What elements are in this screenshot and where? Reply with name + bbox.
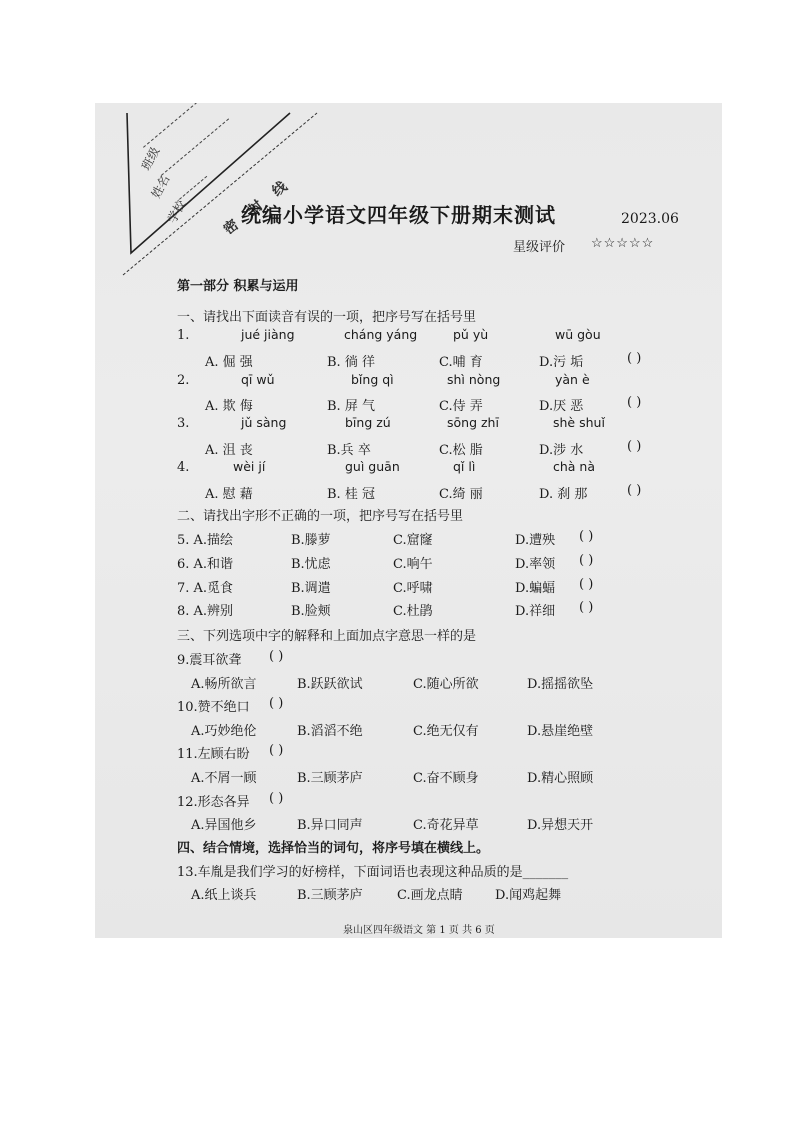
s1-item3-pinyin-b: bīng zú xyxy=(345,415,391,430)
s2-item5-answer-blank[interactable]: ( ) xyxy=(579,529,594,544)
s1-item1-answer-blank[interactable]: ( ) xyxy=(627,351,642,366)
s3-item12-option-c: C.奇花异草 xyxy=(413,818,479,833)
s1-item1-num: 1. xyxy=(177,328,190,343)
s3-item10-option-a: A.巧妙绝伦 xyxy=(191,724,257,739)
s3-item11-option-d: D.精心照顾 xyxy=(527,771,594,786)
s1-item2-pinyin-a: qī wǔ xyxy=(241,372,275,387)
s1-item2-num: 2. xyxy=(177,373,190,388)
s3-item12-answer-blank[interactable]: ( ) xyxy=(269,791,284,806)
s4-item13-option-c: C.画龙点睛 xyxy=(397,888,463,903)
s3-item12-option-d: D.异想天开 xyxy=(527,818,594,833)
s3-item10-option-b: B.滔滔不绝 xyxy=(297,724,363,739)
s1-item4-option-a: A. 慰 藉 xyxy=(205,487,253,502)
s1-item3-num: 3. xyxy=(177,416,190,431)
s1-item3-option-a: A. 沮 丧 xyxy=(205,443,253,458)
exam-title: 统编小学语文四年级下册期末测试 xyxy=(241,203,556,227)
seal-class-label: 班级 xyxy=(138,144,163,173)
s1-item1-pinyin-c: pǔ yù xyxy=(453,327,489,342)
s2-item5-option-b: B.滕萝 xyxy=(291,533,331,548)
s4-item13-stem[interactable]: 13.车胤是我们学习的好榜样，下面词语也表现这种品质的是_______ xyxy=(177,865,569,880)
s1-item1-pinyin-b: cháng yáng xyxy=(344,327,418,342)
part1-heading: 第一部分 积累与运用 xyxy=(177,279,299,294)
s1-item2-answer-blank[interactable]: ( ) xyxy=(627,395,642,410)
s1-item2-pinyin-b: bǐng qì xyxy=(351,372,394,387)
s1-item2-pinyin-d: yàn è xyxy=(555,372,590,387)
s3-item12-option-a: A.异国他乡 xyxy=(191,818,257,833)
s2-item5-option-a: 5. A.描绘 xyxy=(177,533,234,548)
s1-item2-option-d: D.厌 恶 xyxy=(539,399,584,414)
s2-item8-option-d: D.祥细 xyxy=(515,604,556,619)
s2-item5-option-d: D.遭殃 xyxy=(515,533,556,548)
s1-item3-answer-blank[interactable]: ( ) xyxy=(627,439,642,454)
s3-item10-option-d: D.悬崖绝壁 xyxy=(527,724,594,739)
s1-item1-option-c: C.哺 育 xyxy=(439,355,483,370)
s3-item11-option-a: A.不屑一顾 xyxy=(191,771,257,786)
s2-item8-option-a: 8. A.辨别 xyxy=(177,604,234,619)
s1-item3-pinyin-d: shè shuǐ xyxy=(553,415,605,430)
s1-item1-option-a: A. 倔 强 xyxy=(205,355,253,370)
s3-item9-option-b: B.跃跃欲试 xyxy=(297,677,363,692)
s1-item4-option-c: C.绮 丽 xyxy=(439,487,483,502)
s3-item12-stem: 12.形态各异 xyxy=(177,795,250,810)
s2-item5-option-c: C.窟窿 xyxy=(393,533,433,548)
section2-heading: 二、请找出字形不正确的一项，把序号写在括号里 xyxy=(177,509,464,524)
s1-item4-option-d: D. 刹 那 xyxy=(539,487,588,502)
s2-item6-option-d: D.率领 xyxy=(515,557,556,572)
s1-item3-option-d: D.涉 水 xyxy=(539,443,584,458)
s2-item8-option-b: B.脸颊 xyxy=(291,604,331,619)
seal-line-text: 密 封 线 xyxy=(220,175,296,238)
section3-heading: 三、下列选项中字的解释和上面加点字意思一样的是 xyxy=(177,629,477,644)
s3-item10-option-c: C.绝无仅有 xyxy=(413,724,479,739)
s3-item9-option-d: D.摇摇欲坠 xyxy=(527,677,594,692)
s2-item6-answer-blank[interactable]: ( ) xyxy=(579,553,594,568)
exam-sheet xyxy=(95,103,722,938)
section1-heading: 一、请找出下面读音有误的一项，把序号写在括号里 xyxy=(177,310,477,325)
s2-item6-option-c: C.响午 xyxy=(393,557,433,572)
s4-item13-option-a: A.纸上谈兵 xyxy=(191,888,257,903)
s3-item9-option-a: A.畅所欲言 xyxy=(191,677,257,692)
s1-item4-pinyin-c: qǐ lì xyxy=(453,459,476,474)
s1-item3-option-c: C.松 脂 xyxy=(439,443,483,458)
s3-item10-stem: 10.赞不绝口 xyxy=(177,700,250,715)
s3-item9-option-c: C.随心所欲 xyxy=(413,677,479,692)
s3-item12-option-b: B.异口同声 xyxy=(297,818,363,833)
s2-item6-option-a: 6. A.和谐 xyxy=(177,557,234,572)
s2-item7-option-c: C.呼啸 xyxy=(393,581,433,596)
s1-item3-pinyin-c: sōng zhī xyxy=(447,415,499,430)
s1-item4-pinyin-b: guì guān xyxy=(345,459,400,474)
s3-item11-option-b: B.三顾茅庐 xyxy=(297,771,363,786)
s2-item6-option-b: B.忧虑 xyxy=(291,557,331,572)
seal-school-label: 学校 xyxy=(164,197,189,226)
s2-item7-option-a: 7. A.觅食 xyxy=(177,581,234,596)
rating-stars: ☆☆☆☆☆ xyxy=(591,236,655,251)
rating-label: 星级评价 xyxy=(513,240,566,255)
seal-name-label: 姓名 xyxy=(148,172,173,201)
s3-item9-answer-blank[interactable]: ( ) xyxy=(269,649,284,664)
s1-item4-answer-blank[interactable]: ( ) xyxy=(627,483,642,498)
s2-item7-option-d: D.蝙蝠 xyxy=(515,581,556,596)
seal-border xyxy=(95,103,355,283)
s3-item10-answer-blank[interactable]: ( ) xyxy=(269,696,284,711)
s3-item11-answer-blank[interactable]: ( ) xyxy=(269,743,284,758)
s1-item2-option-b: B. 屏 气 xyxy=(327,399,375,414)
s4-item13-option-d: D.闻鸡起舞 xyxy=(495,888,562,903)
s3-item11-stem: 11.左顾右盼 xyxy=(177,747,250,762)
s1-item1-option-d: D.污 垢 xyxy=(539,355,584,370)
s1-item2-pinyin-c: shì nòng xyxy=(447,372,501,387)
section4-heading: 四、结合情境，选择恰当的词句，将序号填在横线上。 xyxy=(177,841,490,856)
s1-item4-num: 4. xyxy=(177,460,190,475)
s1-item1-pinyin-a: jué jiàng xyxy=(241,327,295,342)
s2-item7-option-b: B.调遣 xyxy=(291,581,331,596)
s1-item2-option-c: C.侍 弄 xyxy=(439,399,483,414)
s1-item4-pinyin-d: chà nà xyxy=(553,459,596,474)
s1-item1-pinyin-d: wū gòu xyxy=(555,327,601,342)
s2-item7-answer-blank[interactable]: ( ) xyxy=(579,577,594,592)
s1-item1-option-b: B. 徜 徉 xyxy=(327,355,375,370)
s2-item8-option-c: C.杜鹃 xyxy=(393,604,433,619)
s2-item8-answer-blank[interactable]: ( ) xyxy=(579,600,594,615)
exam-date: 2023.06 xyxy=(621,211,679,227)
s1-item4-pinyin-a: wèi jí xyxy=(233,459,266,474)
s4-item13-option-b: B.三顾茅庐 xyxy=(297,888,363,903)
s3-item11-option-c: C.奋不顾身 xyxy=(413,771,479,786)
s1-item3-option-b: B.兵 卒 xyxy=(327,443,371,458)
s1-item4-option-b: B. 桂 冠 xyxy=(327,487,375,502)
page-footer: 泉山区四年级语文 第 1 页 共 6 页 xyxy=(343,925,495,936)
s3-item9-stem: 9.震耳欲聋 xyxy=(177,653,242,668)
s1-item3-pinyin-a: jǔ sàng xyxy=(241,415,287,430)
s1-item2-option-a: A. 欺 侮 xyxy=(205,399,253,414)
